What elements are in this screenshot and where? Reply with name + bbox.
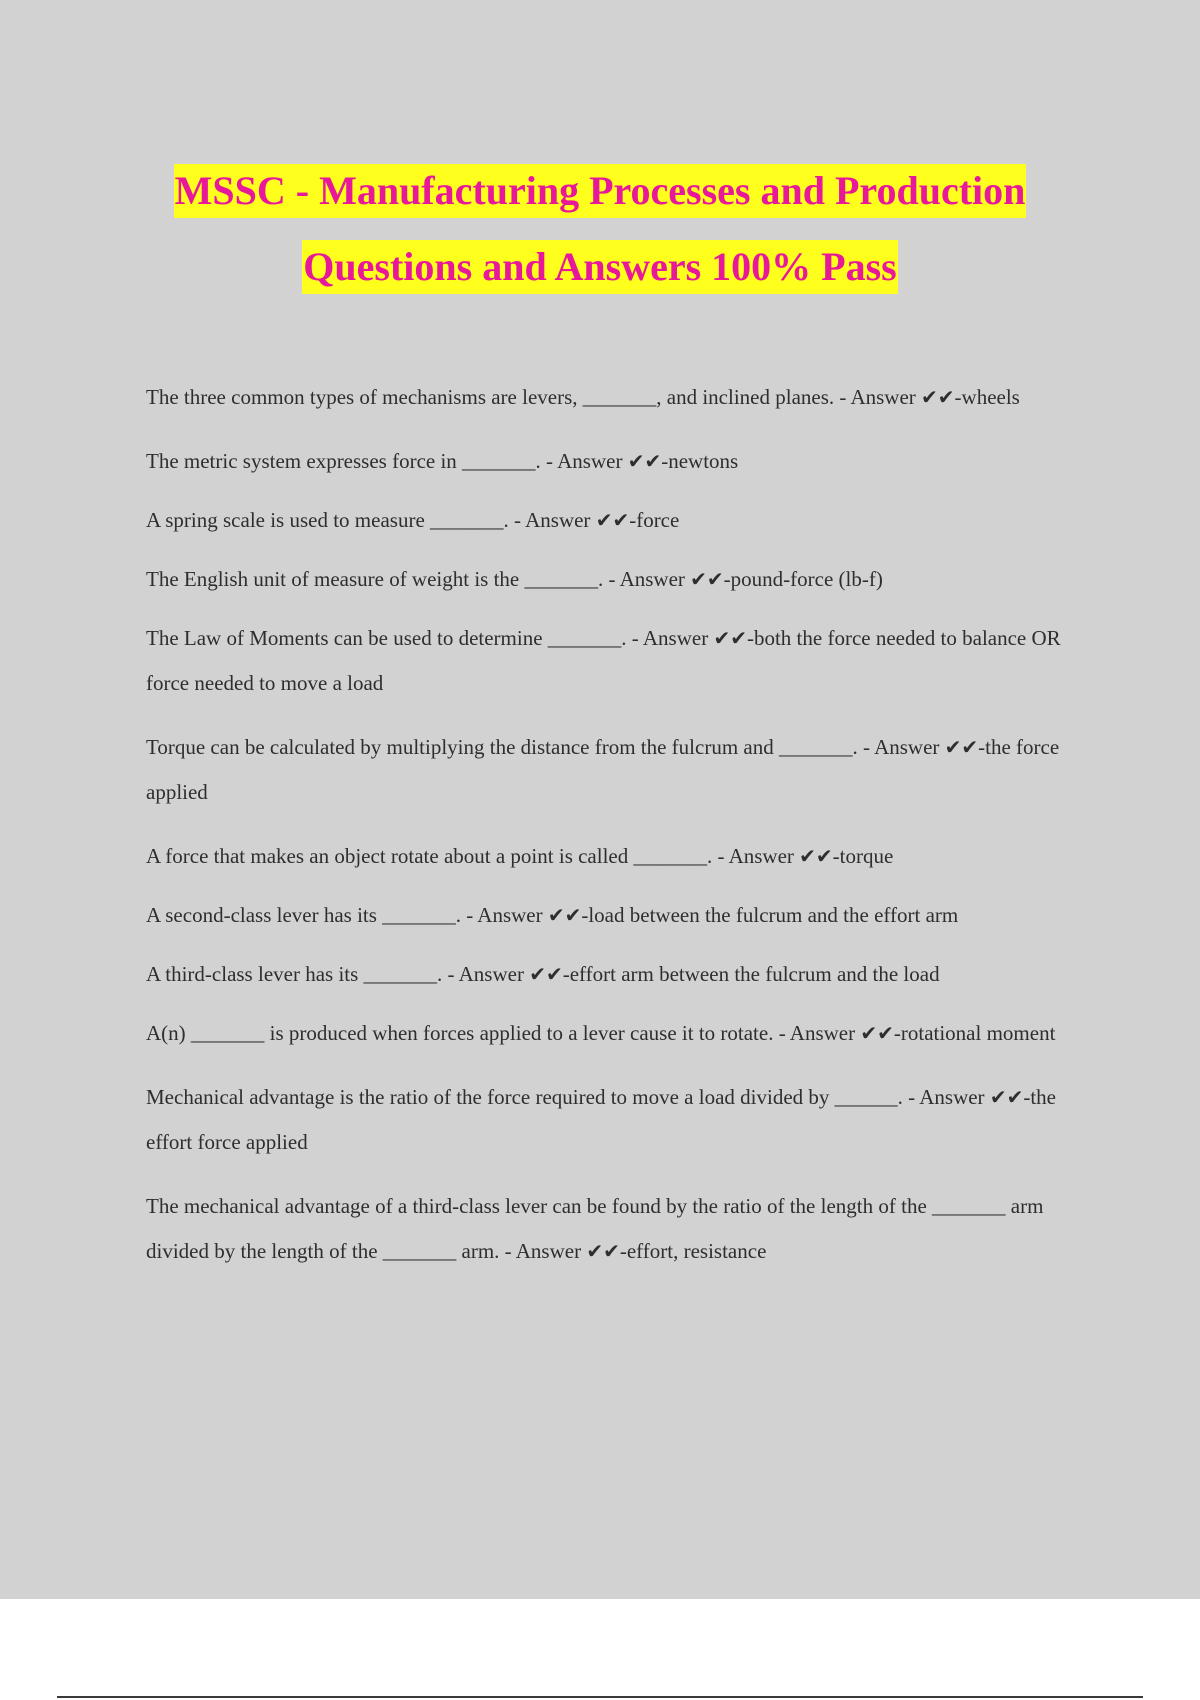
check-mark-icon: ✔✔ <box>713 626 747 650</box>
qa-answer: -both the force needed to balance OR force needed to move a load <box>146 626 1061 695</box>
qa-question: A(n) _______ is produced when forces applied to a lever cause it to rotate. - Answer <box>146 1021 861 1045</box>
title-line-1: MSSC - Manufacturing Processes and Production <box>174 164 1027 218</box>
qa-question: A second-class lever has its _______. - Answer <box>146 903 548 927</box>
qa-answer: -pound-force (lb-f) <box>723 567 883 591</box>
title-line-2: Questions and Answers 100% Pass <box>302 240 897 294</box>
qa-item <box>146 375 1076 420</box>
qa-question: Mechanical advantage is the ratio of the force required to move a load divided by ______. - Answer <box>146 1085 990 1109</box>
qa-question: The Law of Moments can be used to determine _______. - Answer <box>146 626 714 650</box>
qa-item <box>146 834 1076 879</box>
qa-item <box>146 1184 1076 1274</box>
qa-item <box>146 557 1076 602</box>
page-footer <box>0 1599 1200 1700</box>
check-mark-icon: ✔✔ <box>799 844 833 868</box>
qa-answer: -torque <box>832 844 894 868</box>
check-mark-icon: ✔✔ <box>627 449 662 473</box>
qa-item <box>146 498 1076 543</box>
check-mark-icon: ✔✔ <box>989 1085 1024 1109</box>
qa-question: A third-class lever has its _______. - Answer <box>146 962 530 986</box>
qa-question: A spring scale is used to measure _______. - Answer <box>146 508 596 532</box>
check-mark-icon: ✔✔ <box>921 385 955 409</box>
qa-item <box>146 725 1076 815</box>
qa-item <box>146 439 1076 484</box>
qa-item <box>146 1011 1076 1056</box>
document-title <box>0 164 1200 316</box>
check-mark-icon: ✔✔ <box>860 1021 894 1045</box>
qa-answer: -the effort force applied <box>146 1085 1056 1154</box>
qa-answer: -effort arm between the fulcrum and the load <box>562 962 940 986</box>
qa-item <box>146 893 1076 938</box>
qa-answer: -wheels <box>954 385 1020 409</box>
check-mark-icon: ✔✔ <box>529 962 563 986</box>
qa-question: The three common types of mechanisms are levers, _______, and inclined planes. - Answer <box>146 385 922 409</box>
qa-question: A force that makes an object rotate about a point is called _______. - Answer <box>146 844 800 868</box>
qa-answer: -force <box>629 508 680 532</box>
qa-answer: -effort, resistance <box>619 1239 767 1263</box>
check-mark-icon: ✔✔ <box>944 735 979 759</box>
qa-answer: -the force applied <box>146 735 1060 804</box>
qa-item <box>146 952 1076 997</box>
qa-question: Torque can be calculated by multiplying the distance from the fulcrum and _______. - Answer <box>146 735 945 759</box>
qa-question: The English unit of measure of weight is the _______. - Answer <box>146 567 691 591</box>
qa-answer: -newtons <box>661 449 739 473</box>
check-mark-icon: ✔✔ <box>595 508 630 532</box>
footer-divider <box>57 1696 1143 1698</box>
qa-question: The metric system expresses force in _______. - Answer <box>146 449 628 473</box>
check-mark-icon: ✔✔ <box>547 903 582 927</box>
qa-question: The mechanical advantage of a third-class lever can be found by the ratio of the length of the _______ arm divided by the length of the _______ arm. - Answer <box>146 1194 1044 1263</box>
check-mark-icon: ✔✔ <box>690 567 724 591</box>
qa-list <box>146 375 1076 1293</box>
qa-answer: -load between the fulcrum and the effort arm <box>581 903 959 927</box>
qa-answer: -rotational moment <box>893 1021 1056 1045</box>
check-mark-icon: ✔✔ <box>586 1239 620 1263</box>
qa-item <box>146 616 1076 706</box>
qa-item <box>146 1075 1076 1165</box>
